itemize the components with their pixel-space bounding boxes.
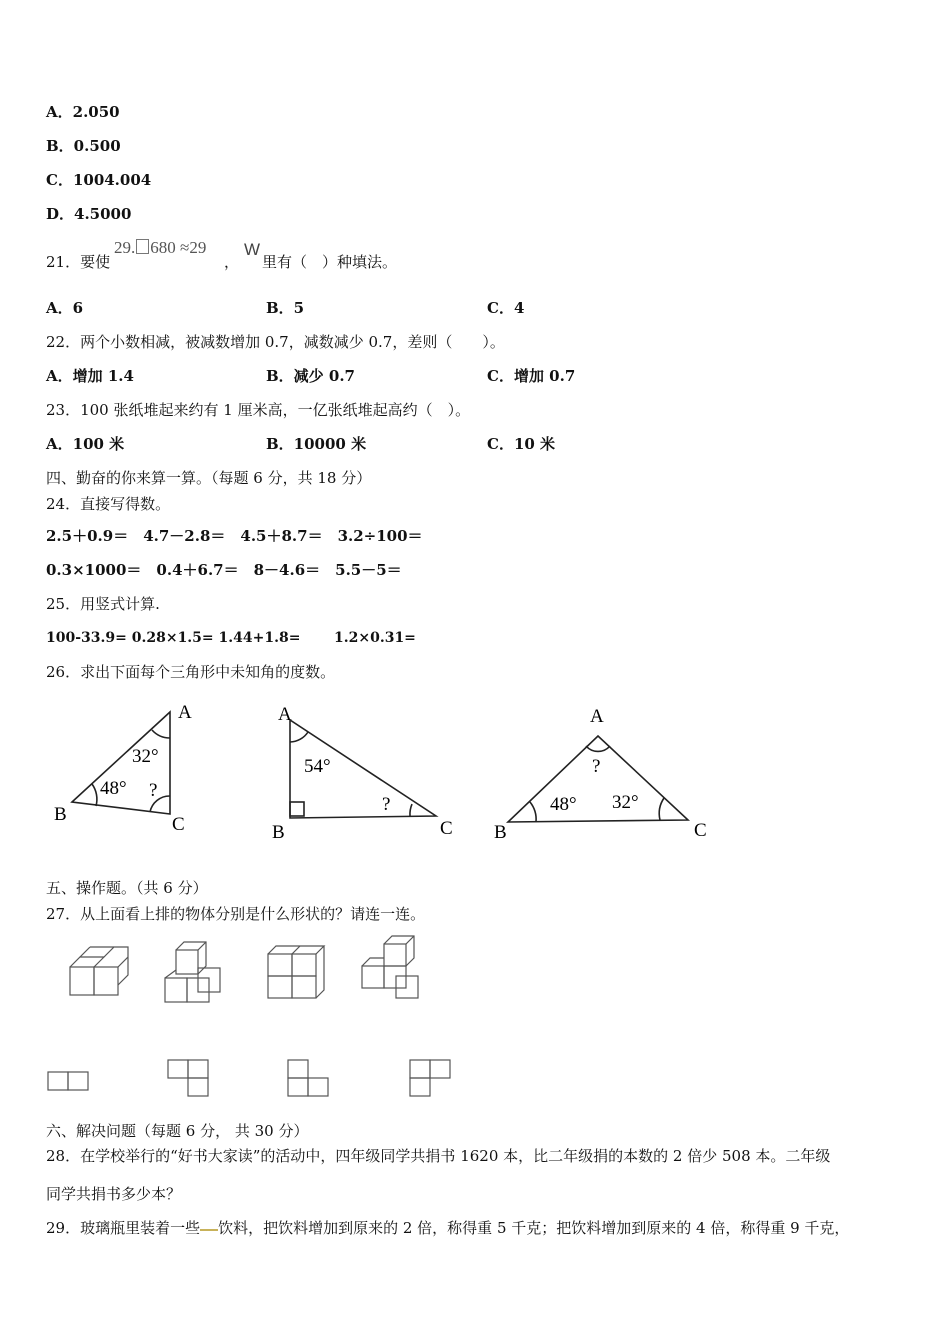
triangle-2-label-a: A	[278, 704, 292, 725]
q22-option-b: B．减少 0.7	[266, 367, 355, 385]
q28-line-1: 28．在学校举行的“好书大家读”的活动中，四年级同学共捐书 1620 本，比二年级捐的本数的 2 倍少 508 本。二年级	[46, 1147, 831, 1165]
q27-top-view-4	[410, 1060, 450, 1096]
triangle-3-label-b: B	[494, 822, 507, 843]
q21-box-letter: W	[244, 240, 261, 259]
q20-option-a: A．2.050	[46, 103, 120, 121]
q21-option-b: B．5	[266, 299, 305, 317]
triangle-1-arc-b	[92, 784, 97, 806]
q23-question: 23．100 张纸堆起来约有 1 厘米高，一亿张纸堆起高约（ ）。	[46, 401, 471, 419]
q25-row-b: 1.2×0.31=	[334, 630, 416, 646]
triangle-3	[508, 736, 688, 822]
triangle-1-label-a: A	[178, 702, 192, 723]
q20-option-b: B．0.500	[46, 137, 121, 155]
q26-question: 26．求出下面每个三角形中未知角的度数。	[46, 663, 336, 681]
q27-cube-object-2	[165, 942, 220, 1002]
triangle-3-angle-c: 32°	[612, 792, 639, 813]
q29-line: 29．玻璃瓶里装着一些 饮料，把饮料增加到原来的 2 倍，称得重 5 千克；把饮料增加到原来的 4 倍，称得重 9 千克，	[46, 1219, 850, 1237]
q27-cube-object-1	[70, 947, 128, 995]
triangle-2-arc-c	[410, 804, 412, 816]
triangle-1-unknown: ?	[149, 780, 158, 801]
triangle-1-label-b: B	[54, 804, 67, 825]
triangle-3-label-c: C	[694, 820, 707, 841]
triangle-2-label-c: C	[440, 818, 453, 839]
triangle-1-arc-a	[152, 730, 170, 738]
q27-top-view-1	[48, 1072, 88, 1090]
q20-option-c: C．1004.004	[46, 171, 152, 189]
triangle-1-angle-a: 32°	[132, 746, 159, 767]
q21-suffix: 里有（ ）种填法。	[262, 253, 398, 271]
triangle-3-angle-b: 48°	[550, 794, 577, 815]
q22-option-c: C．增加 0.7	[487, 367, 576, 385]
q22-option-a: A．增加 1.4	[46, 367, 134, 385]
q21-question: 21．要使	[46, 253, 111, 271]
q27-figures	[0, 930, 950, 1110]
triangle-2-arc-a	[290, 732, 308, 742]
q27-cube-object-4	[362, 936, 418, 998]
q23-option-a: A．100 米	[46, 435, 125, 453]
q21-option-a: A．6	[46, 299, 84, 317]
q24-row-2: 0.3×1000＝ 0.4＋6.7＝ 8－4.6＝ 5.5－5＝	[46, 561, 402, 579]
section-4-heading: 四、勤奋的你来算一算。（每题 6 分，共 18 分）	[46, 469, 372, 487]
triangle-3-arc-c	[659, 798, 664, 820]
q25-question: 25．用竖式计算.	[46, 595, 160, 613]
q27-cube-object-3	[268, 946, 324, 998]
triangle-3-arc-a	[586, 746, 610, 751]
triangle-1-angle-b: 48°	[100, 778, 127, 799]
section-6-heading: 六、解决问题（每题 6 分， 共 30 分）	[46, 1122, 309, 1140]
q28-line-2: 同学共捐书多少本？	[46, 1185, 182, 1203]
triangle-2-label-b: B	[272, 822, 285, 843]
q27-top-view-2	[168, 1060, 208, 1096]
triangle-2-unknown: ?	[382, 794, 391, 815]
q21-comma: ，	[224, 253, 240, 271]
q25-row-a: 100-33.9= 0.28×1.5= 1.44+1.8=	[46, 630, 301, 646]
q24-row-1: 2.5＋0.9＝ 4.7－2.8＝ 4.5＋8.7＝ 3.2÷100＝	[46, 527, 423, 545]
triangle-2-angle-a: 54°	[304, 756, 331, 777]
q21-option-c: C．4	[487, 299, 525, 317]
triangle-1-label-c: C	[172, 814, 185, 835]
q24-question: 24．直接写得数。	[46, 495, 171, 513]
triangle-3-unknown: ?	[592, 756, 601, 777]
triangle-2-right-angle	[290, 802, 304, 816]
section-5-heading: 五、操作题。（共 6 分）	[46, 879, 208, 897]
q27-top-view-3	[288, 1060, 328, 1096]
q21-formula: 29. 680 ≈29	[114, 238, 207, 257]
q23-option-c: C．10 米	[487, 435, 556, 453]
q27-question: 27．从上面看上排的物体分别是什么形状的？请连一连。	[46, 905, 426, 923]
triangle-3-label-a: A	[590, 706, 604, 727]
q29-blank	[200, 1229, 218, 1231]
q22-question: 22．两个小数相减，被减数增加 0.7，减数减少 0.7，差则（ ）。	[46, 333, 505, 351]
q23-option-b: B．10000 米	[266, 435, 367, 453]
triangle-3-arc-b	[530, 802, 536, 822]
q20-option-d: D．4.5000	[46, 205, 132, 223]
